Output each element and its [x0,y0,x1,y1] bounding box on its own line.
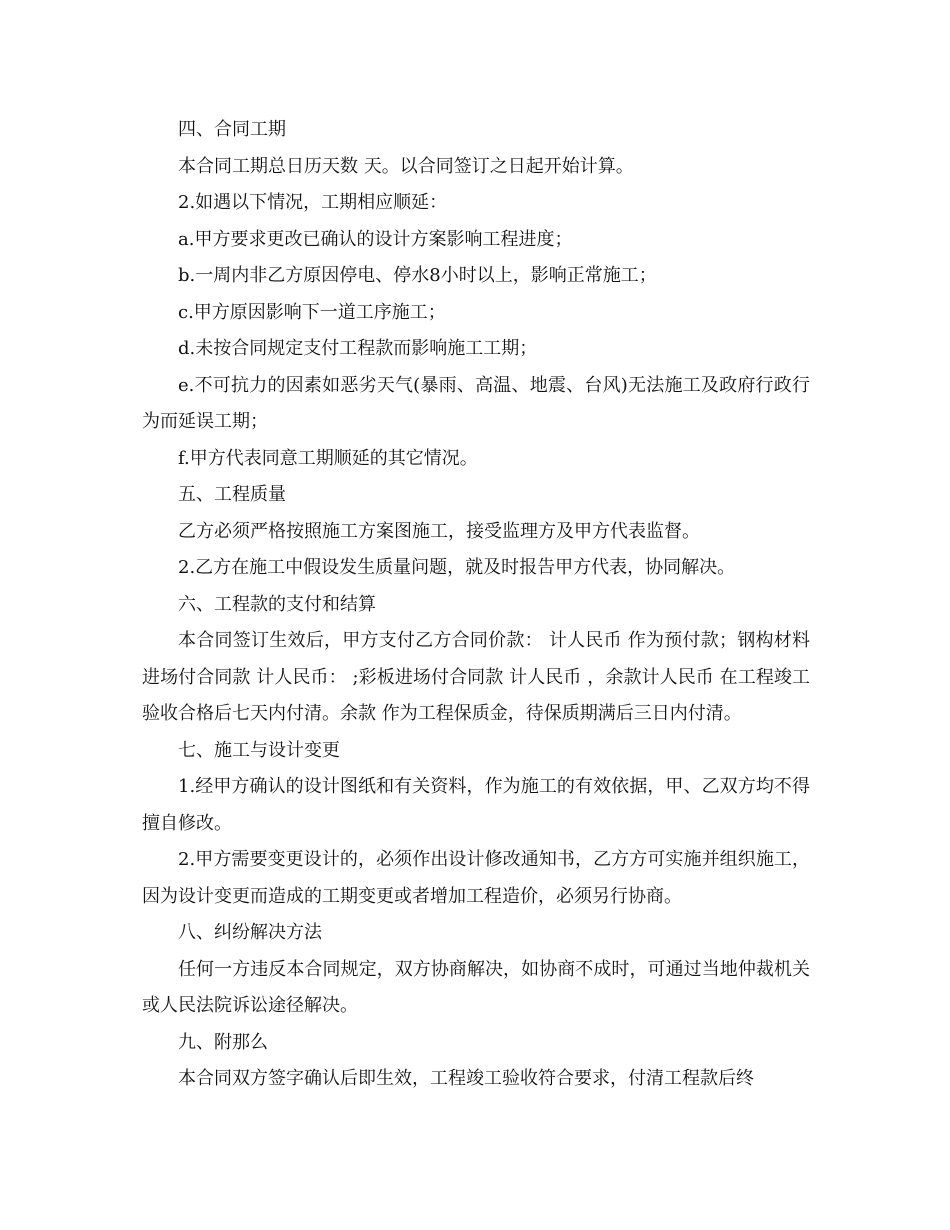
list-item: b.一周内非乙方原因停电、停水8小时以上，影响正常施工； [178,265,657,286]
section-heading-design-change: 七、施工与设计变更 [178,739,340,761]
section-heading-dispute: 八、纠纷解决方法 [178,922,322,943]
list-item: f.甲方代表同意工期顺延的其它情况。 [178,447,478,469]
paragraph: 2.乙方在施工中假设发生质量问题，就及时报告甲方代表，协同解决。 [178,557,736,578]
section-heading-quality: 五、工程质量 [178,484,286,505]
paragraph: 任何一方违反本合同规定，双方协商解决，如协商不成时，可通过当地仲裁机关或人民法院诉讼途径解决。 [142,958,810,1016]
list-item: d.未按合同规定支付工程款而影响施工工期； [178,338,538,359]
document-body [142,112,810,1098]
paragraph: 乙方必须严格按照施工方案图施工，接受监理方及甲方代表监督。 [178,520,700,542]
section-heading-appendix: 九、附那么 [178,1031,268,1053]
paragraph: 1.经甲方确认的设计图纸和有关资料，作为施工的有效依据，甲、乙双方均不得擅自修改。 [142,776,810,834]
paragraph: 2.甲方需要变更设计的，必须作出设计修改通知书，乙方方可实施并组织施工，因为设计变更而造成的工期变更或者增加工程造价，必须另行协商。 [142,849,810,907]
section-heading-schedule: 四、合同工期 [178,119,286,140]
section-heading-payment: 六、工程款的支付和结算 [178,593,376,615]
paragraph: 本合同签订生效后，甲方支付乙方合同价款： 计人民币 作为预付款；钢构材料进场付合同款 计人民币： ;彩板进场付合同款 计人民币 ，余款计人民币 在工程竣工验收合格后七天内付清。余款 作为工程保质金，待保质期满后三日内付清。 [142,630,810,724]
paragraph: 2.如遇以下情况，工期相应顺延： [178,192,448,213]
paragraph: 本合同双方签字确认后即生效，工程竣工验收符合要求，付清工程款后终 [178,1068,754,1089]
list-item: e.不可抗力的因素如恶劣天气(暴雨、高温、地震、台风)无法施工及政府行政行为而延误工期； [142,374,810,432]
list-item: a.甲方要求更改已确认的设计方案影响工程进度； [178,228,573,250]
list-item: c.甲方原因影响下一道工序施工； [178,301,446,323]
paragraph: 本合同工期总日历天数 天。以合同签订之日起开始计算。 [178,155,634,177]
